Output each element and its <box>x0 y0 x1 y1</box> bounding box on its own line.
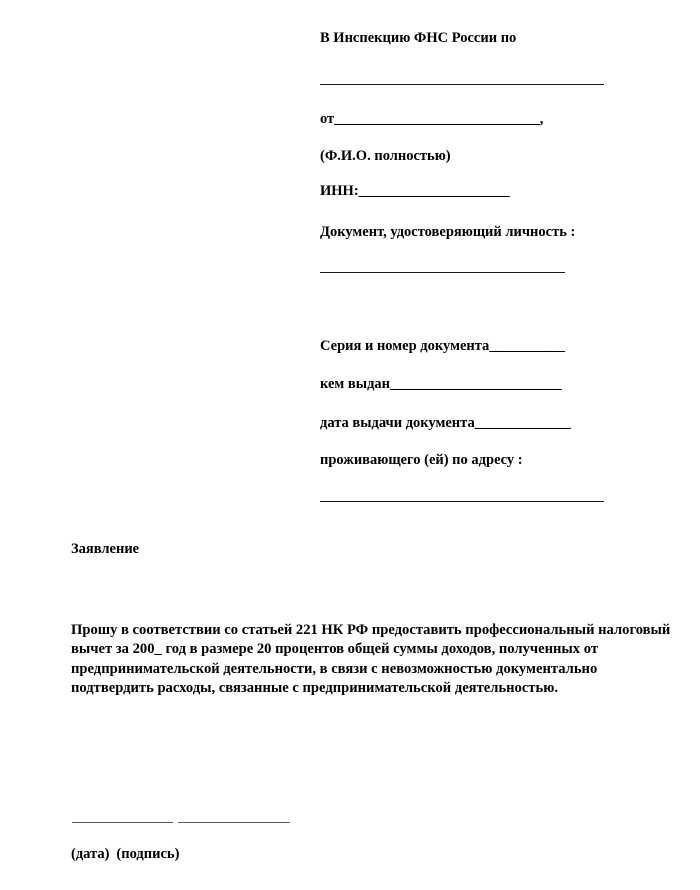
issued-by-fill[interactable]: _________________________ <box>390 376 562 392</box>
date-caption: (дата) <box>71 846 110 862</box>
fio-hint-label: (Ф.И.О. полностью) <box>320 148 451 164</box>
issued-by-row[interactable] <box>320 376 561 393</box>
residing-address-label: проживающего (ей) по адресу : <box>320 452 523 468</box>
statement-title: Заявление <box>71 541 140 557</box>
identity-document-label: Документ, удостоверяющий личность : <box>320 224 576 240</box>
document-series-fill[interactable]: ___________ <box>489 338 565 354</box>
signature-caption: (подпись) <box>116 846 180 862</box>
statement-body: Прошу в соответствии со статьей 221 НК РФ предоставить профессиональный налоговый вычет за 200_ год в размере 20 процентов общей суммы доходов, полученных от предпринимательской деятельности, в связи с невозможностью документально подтвердить расходы, связанные с предпринимательской деятельностью. <box>71 622 671 696</box>
from-field-row[interactable] <box>320 111 543 128</box>
signature-captions <box>71 846 179 863</box>
residing-address-label-row <box>320 452 523 469</box>
inspection-blank-rule[interactable] <box>320 84 604 85</box>
date-signature-rule[interactable] <box>72 822 173 823</box>
fio-hint <box>320 148 451 165</box>
inn-field-row[interactable] <box>320 183 509 200</box>
document-series-row[interactable] <box>320 338 565 355</box>
signature-rule[interactable] <box>178 822 290 823</box>
inn-label: ИНН: <box>320 183 359 199</box>
issue-date-label: дата выдачи документа <box>320 415 475 431</box>
from-label: от <box>320 111 335 127</box>
identity-document-label-row <box>320 224 575 241</box>
inn-fill[interactable]: ______________________ <box>358 183 510 199</box>
inspection-line: В Инспекцию ФНС России по <box>320 30 517 46</box>
issue-date-row[interactable] <box>320 415 571 432</box>
from-comma: , <box>539 111 544 127</box>
issued-by-label: кем выдан <box>320 376 391 392</box>
document-series-label: Серия и номер документа <box>320 338 490 354</box>
addressee-block <box>320 30 620 47</box>
issue-date-fill[interactable]: ______________ <box>474 415 571 431</box>
identity-document-blank-rule[interactable] <box>320 272 565 273</box>
from-fill[interactable]: ______________________________ <box>334 111 540 127</box>
residing-address-blank-rule[interactable] <box>320 501 604 502</box>
